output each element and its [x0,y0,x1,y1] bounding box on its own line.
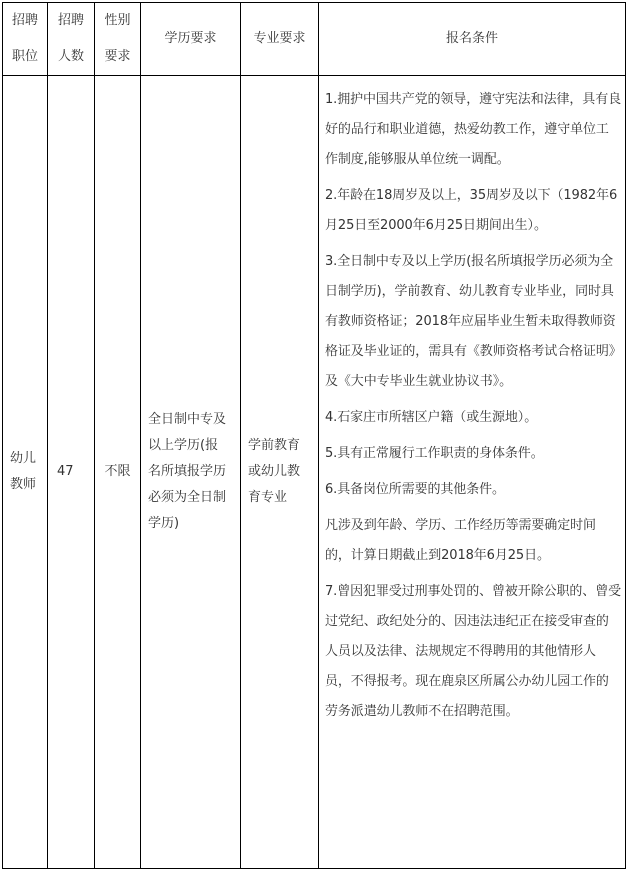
header-position [3,3,48,76]
header-row [3,3,626,76]
cell-count: 47 [48,76,95,869]
condition-3: 3.全日制中专及以上学历(报名所填报学历必须为全日制学历)，学前教育、幼儿教育专业毕业，同时具有教师资格证；2018年应届毕业生暂未取得教师资格证及毕业证的，需具有《教师资格考试合格证明》及《大中专毕业生就业协议书》。 [325,254,616,389]
condition-6: 6.具备岗位所需要的其他条件。 [325,482,505,497]
header-major: 专业要求 [241,3,319,76]
condition-1: 1.拥护中国共产党的领导，遵守宪法和法律，具有良好的品行和职业道德，热爱幼教工作，遵守单位工作制度,能够服从单位统一调配。 [325,92,622,167]
cell-position-line-2: 教师 [10,477,37,492]
cell-education-line-4: 必须为全日制 [148,490,227,505]
header-count-line-1: 招聘 [57,13,84,28]
cell-major [241,76,319,869]
header-gender [95,3,141,76]
header-count-line-2: 人数 [57,49,84,64]
cell-major-line-3: 育专业 [248,490,288,505]
condition-2: 2.年龄在18周岁及以上，35周岁及以下（1982年6月25日至2000年6月25日期间出生）。 [325,188,618,233]
cell-major-line-2: 或幼儿教 [248,464,301,479]
header-conditions: 报名条件 [319,3,626,76]
header-gender-line-2: 要求 [104,49,131,64]
header-position-line-2: 职位 [11,49,38,64]
cell-education-line-2: 以上学历(报 [148,438,219,453]
cell-position-line-1: 幼儿 [10,451,37,466]
cell-major-line-1: 学前教育 [248,438,301,453]
condition-7: 7.曾因犯罪受过刑事处罚的、曾被开除公职的、曾受过党纪、政纪处分的、因违法违纪正在接受审查的人员以及法律、法规规定不得聘用的其他情形人员，不得报考。现在鹿泉区所属公办幼儿园工作的劳务派遣幼儿教师不在招聘范围。 [325,584,622,719]
cell-education-line-3: 名所填报学历 [148,464,227,479]
recruitment-table [2,2,626,869]
header-position-line-1: 招聘 [11,13,38,28]
cell-position [3,76,48,869]
condition-5: 5.具有正常履行工作职责的身体条件。 [325,446,544,461]
table-row [3,76,626,869]
header-education: 学历要求 [141,3,241,76]
cell-education-line-5: 学历) [148,516,180,531]
condition-4: 4.石家庄市所辖区户籍（或生源地）。 [325,410,538,425]
header-count [48,3,95,76]
cell-conditions [319,76,626,869]
header-gender-line-1: 性别 [104,13,131,28]
condition-note: 凡涉及到年龄、学历、工作经历等需要确定时间的，计算日期截止到2018年6月25日。 [325,518,596,563]
cell-education-line-1: 全日制中专及 [148,412,227,427]
cell-education [141,76,241,869]
cell-gender: 不限 [95,76,141,869]
